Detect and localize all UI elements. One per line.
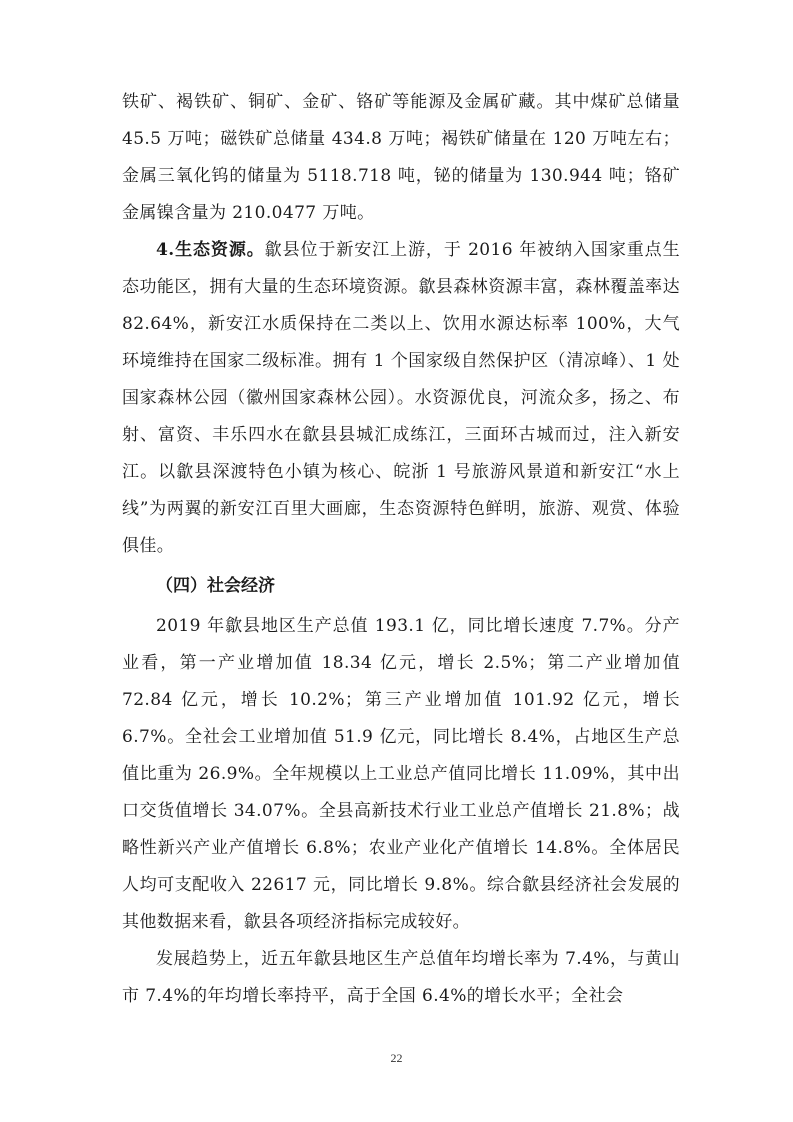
ecology-lead-heading: 4.生态资源。 [156,240,265,260]
page-number: 22 [390,1051,403,1065]
section-heading-social-economy: （四）社会经济 [156,576,275,596]
paragraph-trend: 发展趋势上，近五年歙县地区生产总值年均增长率为 7.4%，与黄山市 7.4%的年均增长率持平，高于全国 6.4%的增长水平；全社会 [122,949,680,1006]
ecology-body-text: 歙县位于新安江上游，于 2016 年被纳入国家重点生态功能区，拥有大量的生态环境资源。歙县森林资源丰富，森林覆盖率达 82.64%，新安江水质保持在二类以上、饮用水源达标率 100%，大气环境维持在国家二级标准。拥有 1 个国家级自然保护区（清凉峰）、1 处国家森林公园（徽州国家森林公园）。水资源优良，河流众多，扬之、布射、富资、丰乐四水在歙县县城汇成练江，三面环古城而过，注入新安江。以歙县深渡特色小镇为核心、皖浙 1 号旅游风景道和新安江“水上线”为两翼的新安江百里大画廊，生态资源特色鲜明，旅游、观赏、体验俱佳。 [122,240,680,556]
paragraph-ecology [122,232,680,565]
paragraph-economy: 2019 年歙县地区生产总值 193.1 亿，同比增长速度 7.7%。分产业看，第一产业增加值 18.34 亿元，增长 2.5%；第二产业增加值 72.84 亿元，增长 10.2%；第三产业增加值 101.92 亿元，增长 6.7%。全社会工业增加值 51.9 亿元，同比增长 8.4%，占地区生产总值比重为 26.9%。全年规模以上工业总产值同比增长 11.09%，其中出口交货值增长 34.07%。全县高新技术行业工业总产值增长 21.8%；战略性新兴产业产值增长 6.8%；农业产业化产值增长 14.8%。全体居民人均可支配收入 22617 元，同比增长 9.8%。综合歙县经济社会发展的其他数据来看，歙县各项经济指标完成较好。 [122,616,680,932]
page-content [122,84,680,1015]
paragraph-minerals: 铁矿、褐铁矿、铜矿、金矿、铬矿等能源及金属矿藏。其中煤矿总储量 45.5 万吨；磁铁矿总储量 434.8 万吨；褐铁矿储量在 120 万吨左右；金属三氧化钨的储量为 5118.718 吨，铋的储量为 130.944 吨；铬矿金属镍含量为 210.0477 万吨。 [122,92,680,223]
